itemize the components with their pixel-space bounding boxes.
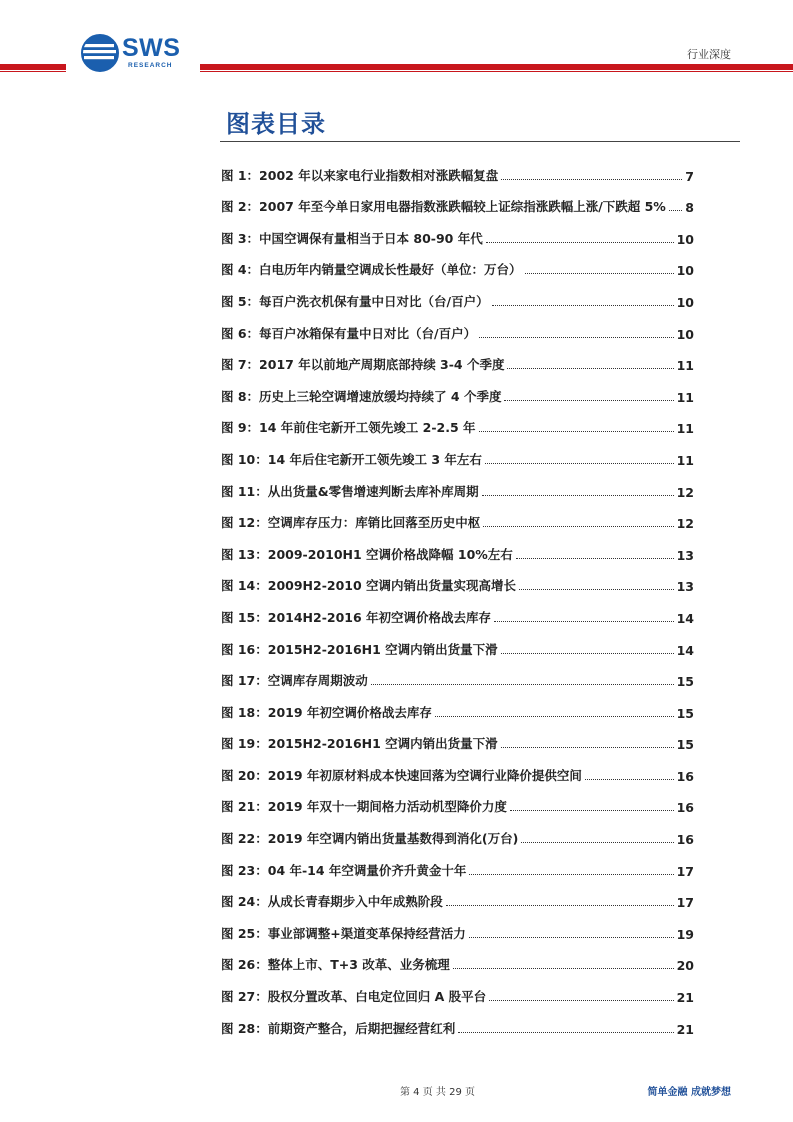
toc-entry-label: 图 23：04 年-14 年空调量价齐升黄金十年: [221, 862, 467, 878]
toc-entry-label: 图 24：从成长青春期步入中年成熟阶段: [221, 894, 443, 910]
footer-slogan: 简单金融 成就梦想: [647, 1087, 731, 1098]
toc-dot-leader: [492, 305, 674, 306]
toc-entry[interactable]: [221, 752, 694, 784]
toc-entry[interactable]: [221, 815, 694, 847]
toc-entry-page: 13: [676, 579, 694, 595]
toc-entry[interactable]: [221, 658, 694, 690]
toc-entry-page: 16: [676, 768, 694, 784]
toc-entry-label: 图 12：空调库存压力：库销比回落至历史中枢: [221, 515, 481, 531]
toc-entry-label: 图 1：2002 年以来家电行业指数相对涨跌幅复盘: [221, 167, 499, 183]
toc-entry-page: 17: [676, 863, 694, 879]
toc-entry-label: 图 28：前期资产整合，后期把握经营红利: [221, 1020, 456, 1036]
toc-entry-page: 11: [676, 452, 694, 468]
toc-entry[interactable]: [221, 784, 694, 816]
toc-entry-page: 10: [676, 294, 694, 310]
toc-entry[interactable]: [221, 215, 694, 247]
toc-entry-label: 图 8：历史上三轮空调增速放缓均持续了 4 个季度: [221, 388, 502, 404]
toc-entry-page: 11: [676, 358, 694, 374]
toc-entry-label: 图 27：股权分置改革、白电定位回归 A 股平台: [221, 989, 487, 1005]
toc-dot-leader: [446, 905, 674, 906]
figure-list: [221, 152, 694, 1037]
toc-entry[interactable]: [221, 310, 694, 342]
toc-entry-page: 14: [676, 642, 694, 658]
toc-entry[interactable]: [221, 847, 694, 879]
toc-entry[interactable]: [221, 1005, 694, 1037]
toc-entry-label: 图 19：2015H2-2016H1 空调内销出货量下滑: [221, 736, 498, 752]
toc-dot-leader: [469, 937, 674, 938]
toc-entry-page: 19: [676, 926, 694, 942]
toc-dot-leader: [501, 179, 682, 180]
toc-entry[interactable]: [221, 721, 694, 753]
toc-dot-leader: [525, 273, 674, 274]
toc-entry-page: 16: [676, 832, 694, 848]
toc-entry-page: 12: [676, 516, 694, 532]
toc-entry-label: 图 11：从出货量&零售增速判断去库补库周期: [221, 483, 479, 499]
toc-entry-label: 图 21：2019 年双十一期间格力活动机型降价力度: [221, 799, 507, 815]
header-divider-thin-left: [0, 71, 66, 72]
toc-entry-page: 21: [676, 1021, 694, 1037]
toc-entry[interactable]: [221, 531, 694, 563]
logo-subtext: RESEARCH: [128, 62, 173, 69]
toc-dot-leader: [489, 1000, 673, 1001]
toc-entry-label: 图 10：14 年后住宅新开工领先竣工 3 年左右: [221, 451, 482, 467]
toc-entry-page: 21: [676, 990, 694, 1006]
toc-entry-page: 17: [676, 895, 694, 911]
toc-entry-page: 7: [685, 168, 694, 184]
toc-dot-leader: [458, 1032, 673, 1033]
toc-entry-page: 13: [676, 547, 694, 563]
toc-entry-page: 10: [676, 326, 694, 342]
page-title: 图表目录: [226, 110, 326, 138]
toc-entry-label: 图 22：2019 年空调内销出货量基数得到消化(万台): [221, 831, 519, 847]
toc-entry-label: 图 9：14 年前住宅新开工领先竣工 2-2.5 年: [221, 420, 476, 436]
toc-dot-leader: [479, 431, 674, 432]
toc-dot-leader: [501, 747, 674, 748]
toc-entry-label: 图 4：白电历年内销量空调成长性最好（单位：万台）: [221, 262, 522, 278]
toc-dot-leader: [453, 968, 674, 969]
toc-dot-leader: [510, 810, 674, 811]
toc-entry-page: 15: [676, 674, 694, 690]
toc-entry-label: 图 2：2007 年至今单日家用电器指数涨跌幅较上证综指涨跌幅上涨/下跌超 5%: [221, 199, 666, 215]
toc-entry-label: 图 16：2015H2-2016H1 空调内销出货量下滑: [221, 641, 498, 657]
title-divider: [220, 141, 740, 142]
toc-entry-label: 图 3：中国空调保有量相当于日本 80-90 年代: [221, 230, 483, 246]
header-divider-left: [0, 64, 66, 70]
toc-entry[interactable]: [221, 500, 694, 532]
toc-entry[interactable]: [221, 563, 694, 595]
logo-text: SWS: [122, 34, 181, 62]
report-type: 行业深度: [687, 48, 731, 61]
toc-entry-page: 10: [676, 231, 694, 247]
toc-entry[interactable]: [221, 152, 694, 184]
toc-entry[interactable]: [221, 468, 694, 500]
toc-dot-leader: [435, 716, 674, 717]
toc-entry-page: 11: [676, 389, 694, 405]
toc-dot-leader: [483, 526, 673, 527]
toc-dot-leader: [485, 463, 674, 464]
toc-entry[interactable]: [221, 342, 694, 374]
toc-dot-leader: [479, 337, 673, 338]
toc-dot-leader: [494, 621, 674, 622]
page-number: 第 4 页 共 29 页: [400, 1087, 475, 1098]
toc-entry-label: 图 7：2017 年以前地产周期底部持续 3-4 个季度: [221, 357, 505, 373]
toc-entry-page: 12: [676, 484, 694, 500]
toc-entry-label: 图 6：每百户冰箱保有量中日对比（台/百户）: [221, 325, 477, 341]
toc-entry-label: 图 5：每百户洗衣机保有量中日对比（台/百户）: [221, 293, 489, 309]
toc-entry-label: 图 26：整体上市、T+3 改革、业务梳理: [221, 957, 450, 973]
toc-dot-leader: [519, 589, 674, 590]
toc-entry-page: 15: [676, 737, 694, 753]
toc-entry-page: 11: [676, 421, 694, 437]
toc-dot-leader: [669, 210, 682, 211]
toc-entry-label: 图 17：空调库存周期波动: [221, 673, 368, 689]
toc-entry[interactable]: [221, 973, 694, 1005]
toc-dot-leader: [486, 242, 674, 243]
toc-dot-leader: [516, 558, 674, 559]
header-divider-thin-right: [200, 71, 793, 72]
toc-entry-label: 图 25：事业部调整+渠道变革保持经营活力: [221, 925, 466, 941]
toc-entry[interactable]: [221, 405, 694, 437]
toc-entry-label: 图 13：2009-2010H1 空调价格战降幅 10%左右: [221, 546, 513, 562]
toc-entry[interactable]: [221, 247, 694, 279]
toc-entry[interactable]: [221, 278, 694, 310]
toc-entry[interactable]: [221, 689, 694, 721]
toc-dot-leader: [469, 874, 673, 875]
toc-entry[interactable]: [221, 879, 694, 911]
toc-dot-leader: [521, 842, 673, 843]
toc-dot-leader: [585, 779, 674, 780]
toc-entry-page: 16: [676, 800, 694, 816]
toc-entry[interactable]: [221, 942, 694, 974]
toc-entry-page: 20: [676, 958, 694, 974]
toc-entry-label: 图 15：2014H2-2016 年初空调价格战去库存: [221, 609, 492, 625]
toc-entry-label: 图 18：2019 年初空调价格战去库存: [221, 704, 432, 720]
toc-dot-leader: [501, 653, 674, 654]
sws-logo: [80, 33, 200, 75]
toc-entry[interactable]: [221, 910, 694, 942]
toc-entry-page: 8: [685, 200, 694, 216]
toc-entry[interactable]: [221, 594, 694, 626]
toc-dot-leader: [504, 400, 673, 401]
toc-entry[interactable]: [221, 184, 694, 216]
header-divider-right: [200, 64, 793, 70]
toc-entry-label: 图 14：2009H2-2010 空调内销出货量实现高增长: [221, 578, 517, 594]
sws-logo-icon: [80, 33, 120, 73]
toc-entry-label: 图 20：2019 年初原材料成本快速回落为空调行业降价提供空间: [221, 767, 582, 783]
toc-entry-page: 10: [676, 263, 694, 279]
toc-entry[interactable]: [221, 436, 694, 468]
toc-entry-page: 14: [676, 610, 694, 626]
toc-dot-leader: [482, 495, 674, 496]
toc-entry[interactable]: [221, 373, 694, 405]
toc-dot-leader: [371, 684, 674, 685]
toc-dot-leader: [507, 368, 673, 369]
toc-entry-page: 15: [676, 705, 694, 721]
toc-entry[interactable]: [221, 626, 694, 658]
